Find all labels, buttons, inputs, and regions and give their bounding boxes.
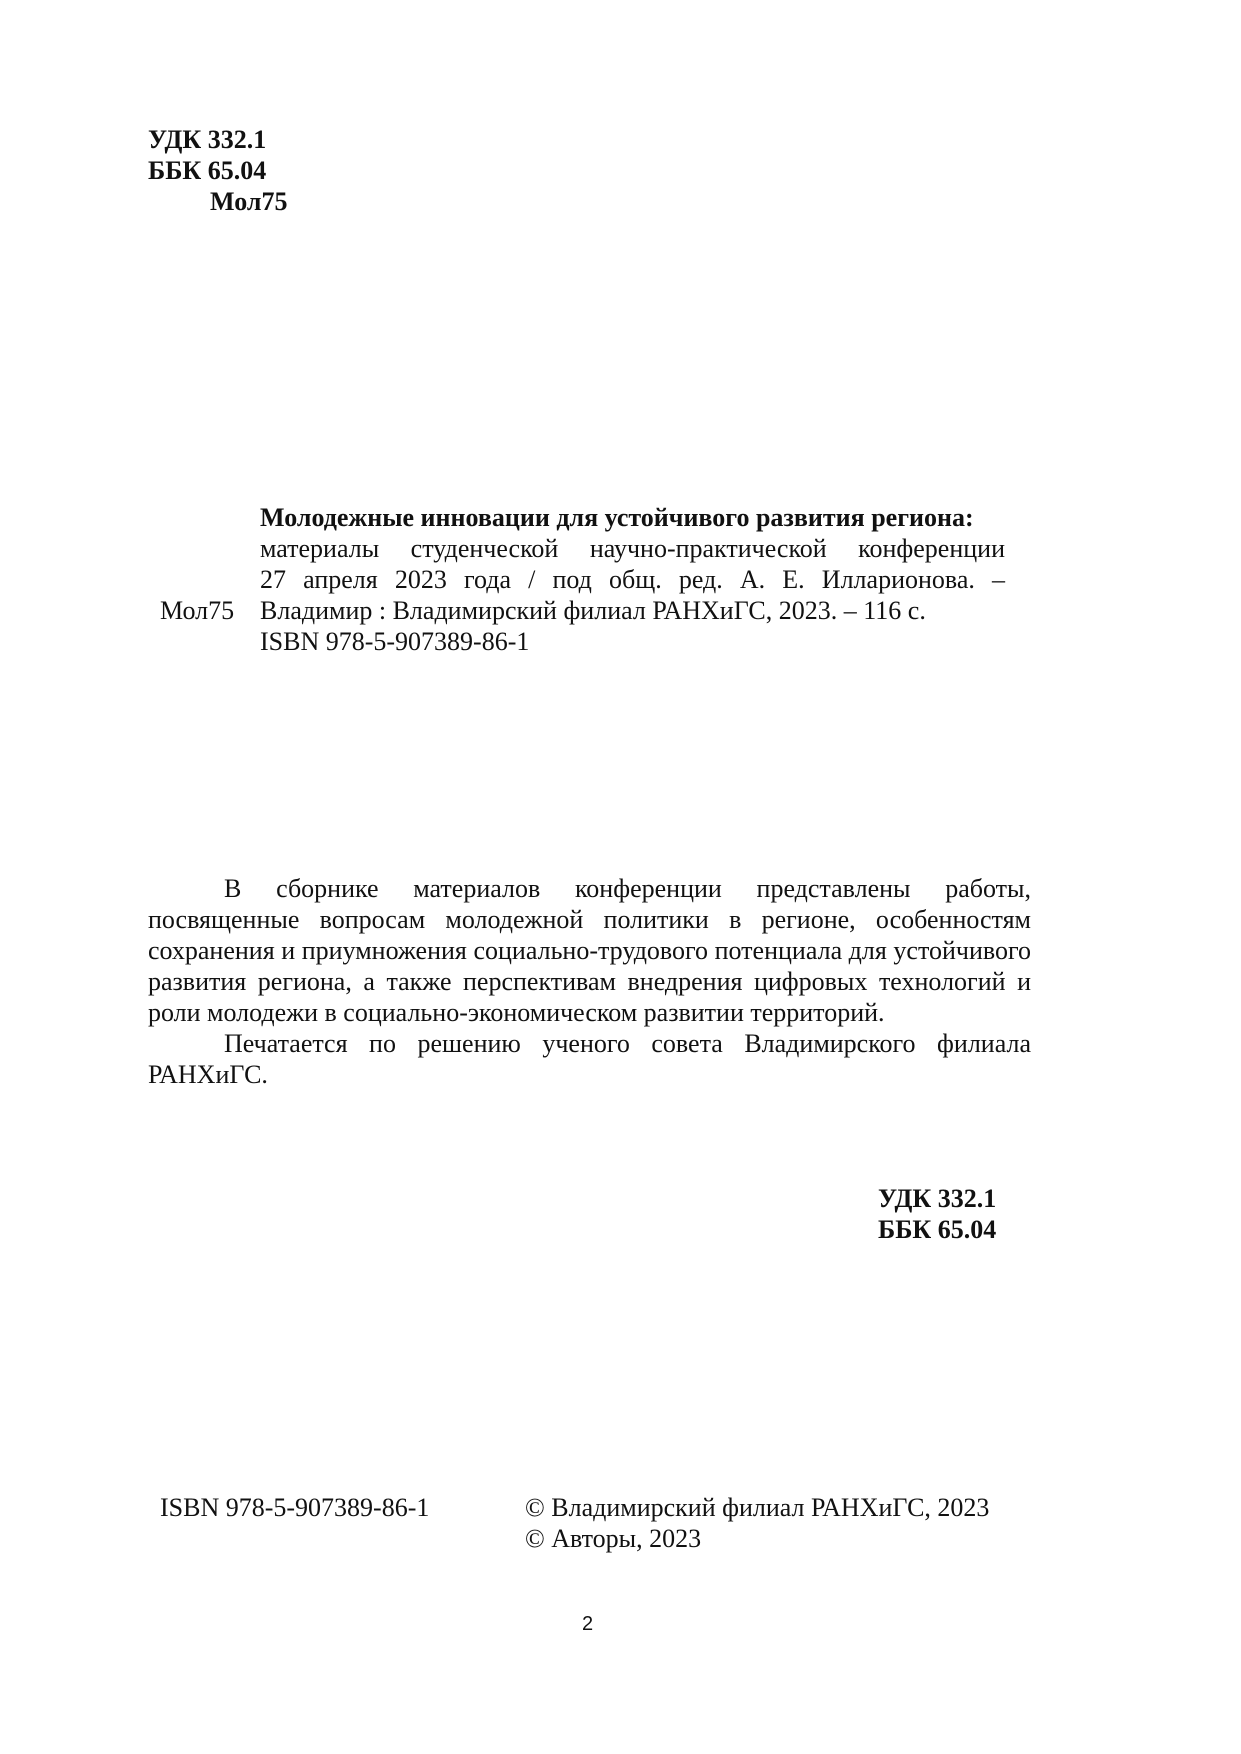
biblio-isbn: ISBN 978-5-907389-86-1: [260, 627, 530, 656]
bibliographic-record: [160, 502, 1005, 657]
bbk-code: ББК 65.04: [148, 156, 267, 185]
biblio-line: 27 апреля 2023 года / под общ. ред. А. Е. Илларионова. –: [260, 565, 1005, 594]
classification-codes-top: [148, 124, 287, 217]
udk-code: УДК 332.1: [878, 1184, 997, 1213]
classification-codes-bottom: [878, 1183, 996, 1245]
copyright-publisher: © Владимирский филиал РАНХиГС, 2023: [525, 1493, 990, 1522]
bbk-code: ББК 65.04: [878, 1215, 997, 1244]
biblio-line: материалы студенческой научно-практической конференции: [260, 534, 1005, 563]
copyright-block: [525, 1492, 989, 1554]
copyright-authors: © Авторы, 2023: [525, 1524, 702, 1553]
page-number: 2: [581, 1613, 594, 1635]
biblio-line: Владимир : Владимирский филиал РАНХиГС, 2023. – 116 с.: [260, 596, 926, 625]
udk-code: УДК 332.1: [148, 125, 267, 154]
imprint-isbn: ISBN 978-5-907389-86-1: [160, 1493, 430, 1522]
abstract-paragraph: В сборнике материалов конференции представлены работы, посвященные вопросам молодежной политики в регионе, особенностям сохранения и приумножения социально-трудового потенциала для устойчивого развития региона, а также перспективам внедрения цифровых технологий и роли молодежи в социально-экономическом развитии территорий.: [148, 874, 1031, 1027]
book-title: Молодежные инновации для устойчивого развития региона:: [260, 503, 974, 532]
abstract: [148, 873, 1031, 1090]
approval-paragraph: Печатается по решению ученого совета Владимирского филиала РАНХиГС.: [148, 1029, 1031, 1089]
biblio-author-mark: Мол75: [160, 596, 235, 625]
author-mark: Мол75: [210, 187, 288, 216]
